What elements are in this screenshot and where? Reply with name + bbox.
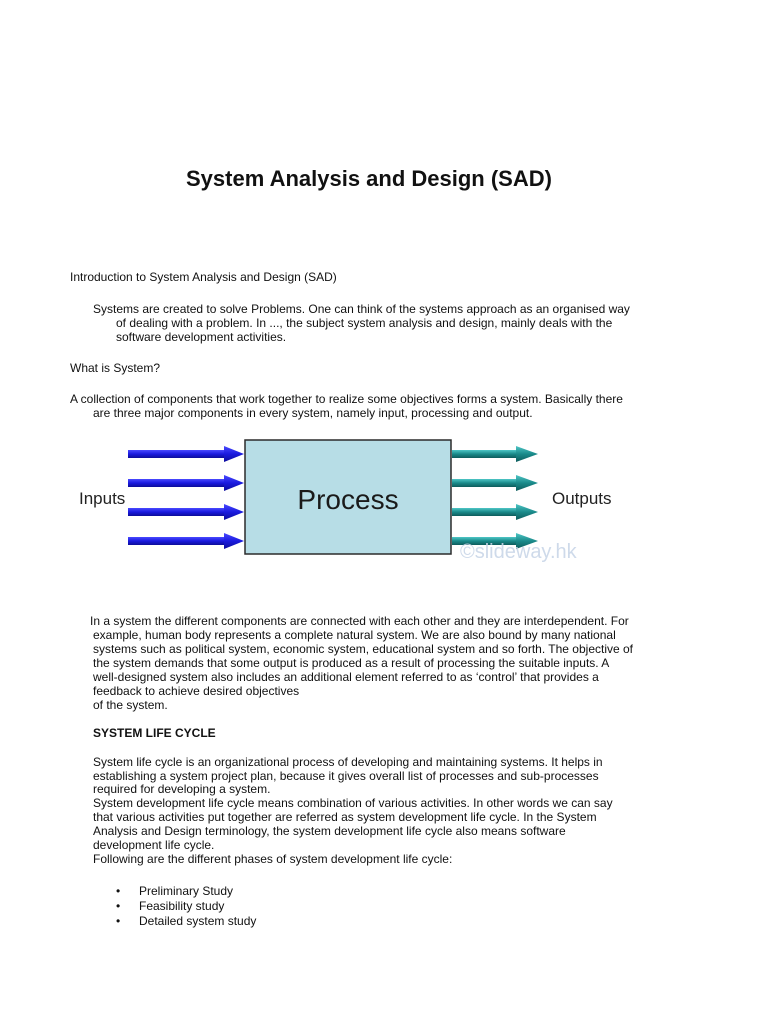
system-para-line: of the system. <box>93 698 168 712</box>
intro-heading: Introduction to System Analysis and Design (SAD) <box>70 270 337 284</box>
intro-para-line: of dealing with a problem. In ..., the subject system analysis and design, mainly deals with the <box>116 316 613 330</box>
intro-para-line: Systems are created to solve Problems. One can think of the systems approach as an organised way <box>93 302 630 316</box>
list-item: Preliminary Study <box>139 884 234 898</box>
system-para-line: example, human body represents a complete natural system. We are also bound by many national <box>93 628 616 642</box>
output-arrows <box>452 446 538 549</box>
life-cycle-para-line: that various activities put together are referred as system development life cycle. In the System <box>93 810 597 824</box>
input-arrow <box>128 504 244 520</box>
list-item: Feasibility study <box>139 899 225 913</box>
bullet-icon: • <box>116 899 121 913</box>
bullet-icon: • <box>116 914 121 928</box>
watermark: ©slideway.hk <box>460 541 577 563</box>
input-arrow <box>128 446 244 462</box>
system-para-line: the system demands that some output is produced as a result of processing the suitable inputs. A <box>93 656 610 670</box>
output-arrow <box>452 475 538 491</box>
system-para-line: systems such as political system, economic system, educational system and so forth. The objective of <box>93 642 634 656</box>
input-process-output-diagram <box>70 436 640 576</box>
life-cycle-para-line: Following are the different phases of system development life cycle: <box>93 852 453 866</box>
life-cycle-para-line: establishing a system project plan, because it gives overall list of processes and sub-processes <box>93 769 599 783</box>
life-cycle-para-line: System life cycle is an organizational process of developing and maintaining systems. It helps in <box>93 755 603 769</box>
input-arrow <box>128 475 244 491</box>
life-cycle-para-line: System development life cycle means combination of various activities. In other words we can say <box>93 796 613 810</box>
life-cycle-heading: SYSTEM LIFE CYCLE <box>93 726 216 740</box>
intro-para-line: software development activities. <box>116 330 287 344</box>
life-cycle-para-line: required for developing a system. <box>93 782 271 796</box>
collection-para-line: A collection of components that work together to realize some objectives forms a system. Basically there <box>70 392 623 406</box>
process-label: Process <box>297 484 399 515</box>
input-arrow <box>128 533 244 549</box>
page-title: System Analysis and Design (SAD) <box>186 166 552 191</box>
outputs-label: Outputs <box>552 489 612 508</box>
inputs-label: Inputs <box>79 489 126 508</box>
what-is-system-heading: What is System? <box>70 361 161 375</box>
system-para-line: well-designed system also includes an additional element referred to as ‘control’ that provides a <box>93 670 599 684</box>
system-para-line: In a system the different components are connected with each other and they are interdependent. For <box>90 614 629 628</box>
life-cycle-para-line: Analysis and Design terminology, the system development life cycle also means software <box>93 824 566 838</box>
collection-para-line: are three major components in every system, namely input, processing and output. <box>93 406 533 420</box>
life-cycle-para-line: development life cycle. <box>93 838 215 852</box>
system-para-line: feedback to achieve desired objectives <box>93 684 300 698</box>
bullet-icon: • <box>116 884 121 898</box>
input-arrows <box>128 446 244 549</box>
output-arrow <box>452 446 538 462</box>
list-item: Detailed system study <box>139 914 257 928</box>
output-arrow <box>452 504 538 520</box>
